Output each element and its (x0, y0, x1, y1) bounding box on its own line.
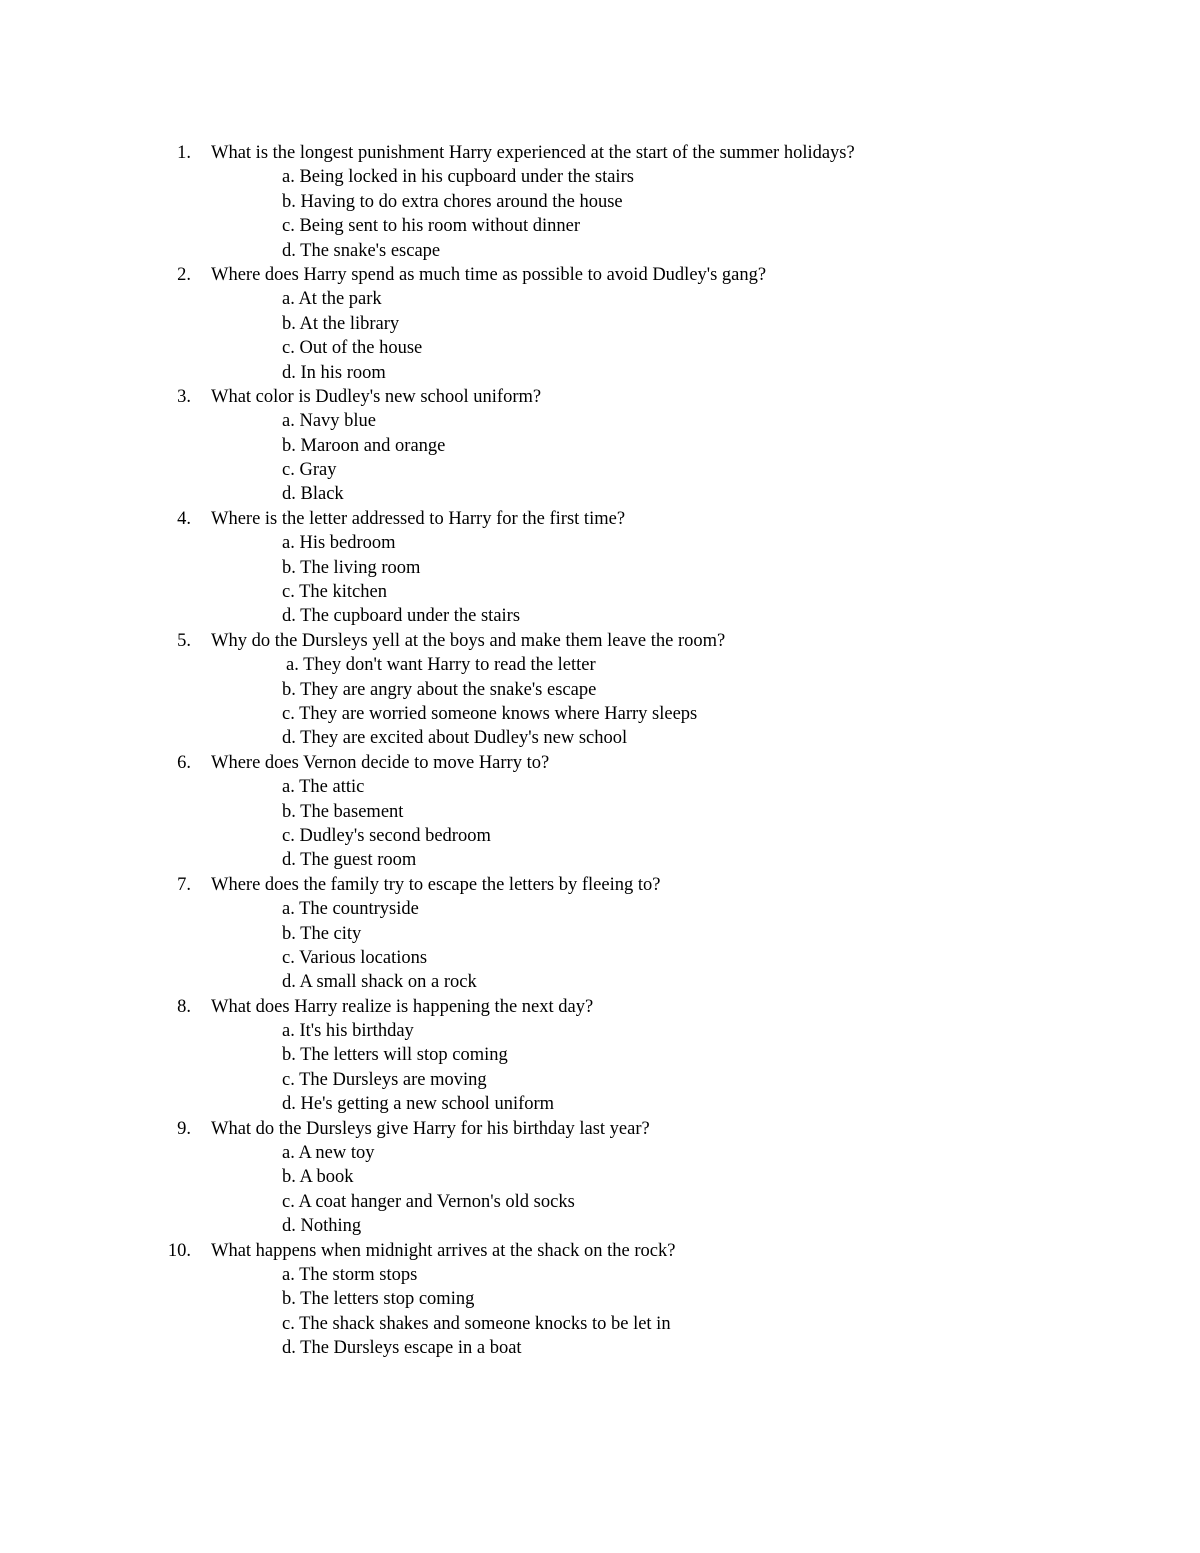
question-number: 2. (177, 264, 191, 285)
answer-option: b. The city (282, 923, 362, 944)
answer-option: b. The living room (282, 557, 421, 578)
question-number: 7. (177, 874, 191, 895)
answer-option: c. They are worried someone knows where Harry sleeps (282, 703, 698, 724)
question-text: What happens when midnight arrives at the shack on the rock? (211, 1240, 676, 1261)
answer-option: c. Out of the house (282, 338, 423, 359)
answer-option: c. The kitchen (282, 582, 387, 603)
answer-option: d. A small shack on a rock (282, 972, 477, 993)
question-number: 4. (177, 508, 191, 529)
question-text: Where is the letter addressed to Harry for the first time? (211, 508, 626, 529)
answer-option: b. At the library (282, 313, 400, 334)
answer-option: d. In his room (282, 362, 386, 383)
question-3 (0, 385, 1200, 409)
answer-option: c. Gray (282, 460, 337, 481)
question-4 (0, 507, 1200, 531)
answer-option: c. The shack shakes and someone knocks to be let in (282, 1313, 671, 1334)
answer-option: d. The snake's escape (282, 240, 441, 261)
answer-option: a. The storm stops (282, 1264, 418, 1285)
answer-option: b. A book (282, 1167, 354, 1188)
quiz-list (0, 141, 1200, 1361)
question-text: Why do the Dursleys yell at the boys and make them leave the room? (211, 630, 726, 651)
question-number: 10. (167, 1240, 191, 1261)
question-number: 3. (177, 386, 191, 407)
answer-option: a. His bedroom (282, 533, 396, 554)
answer-option: b. Having to do extra chores around the house (282, 191, 623, 212)
question-text: What is the longest punishment Harry experienced at the start of the summer holidays? (211, 143, 855, 163)
question-2 (0, 263, 1200, 287)
question-10 (0, 1239, 1200, 1263)
answer-option: a. Navy blue (282, 411, 377, 432)
question-text: What color is Dudley's new school uniform? (211, 386, 542, 407)
answer-option: d. Black (282, 484, 344, 505)
answer-option: a. It's his birthday (282, 1021, 414, 1042)
question-text: What do the Dursleys give Harry for his birthday last year? (211, 1118, 650, 1139)
question-number: 1. (177, 143, 191, 163)
question-1 (0, 141, 1200, 165)
question-number: 6. (177, 752, 191, 773)
answer-option: b. The letters will stop coming (282, 1045, 508, 1066)
answer-option: b. The basement (282, 801, 404, 822)
question-text: Where does Harry spend as much time as possible to avoid Dudley's gang? (211, 264, 767, 285)
answer-option: c. Various locations (282, 947, 428, 968)
answer-option: c. Dudley's second bedroom (282, 825, 491, 846)
answer-option: a. Being locked in his cupboard under the stairs (282, 167, 634, 188)
question-7 (0, 873, 1200, 897)
question-8 (0, 995, 1200, 1019)
answer-option: a. A new toy (282, 1143, 375, 1164)
answer-option: a. They don't want Harry to read the letter (286, 655, 596, 676)
answer-option: a. At the park (282, 289, 382, 310)
answer-option: c. Being sent to his room without dinner (282, 216, 581, 237)
answer-option: a. The attic (282, 777, 365, 798)
question-number: 8. (177, 996, 191, 1017)
question-5 (0, 629, 1200, 653)
question-number: 9. (177, 1118, 191, 1139)
question-text: Where does the family try to escape the letters by fleeing to? (211, 874, 661, 895)
answer-option: d. The guest room (282, 850, 417, 871)
answer-option: c. The Dursleys are moving (282, 1069, 487, 1090)
answer-option: d. The Dursleys escape in a boat (282, 1338, 522, 1359)
answer-option: d. He's getting a new school uniform (282, 1094, 555, 1115)
answer-option: d. They are excited about Dudley's new school (282, 728, 628, 749)
answer-option: b. They are angry about the snake's escape (282, 679, 597, 700)
question-text: Where does Vernon decide to move Harry to? (211, 752, 550, 773)
question-number: 5. (177, 630, 191, 651)
answer-option: a. The countryside (282, 899, 419, 920)
answer-option: c. A coat hanger and Vernon's old socks (282, 1191, 575, 1212)
answer-option: b. Maroon and orange (282, 435, 446, 456)
question-9 (0, 1117, 1200, 1141)
question-6 (0, 751, 1200, 775)
answer-option: d. Nothing (282, 1216, 362, 1237)
answer-option: d. The cupboard under the stairs (282, 606, 521, 627)
answer-option: b. The letters stop coming (282, 1289, 475, 1310)
question-text: What does Harry realize is happening the next day? (211, 996, 594, 1017)
